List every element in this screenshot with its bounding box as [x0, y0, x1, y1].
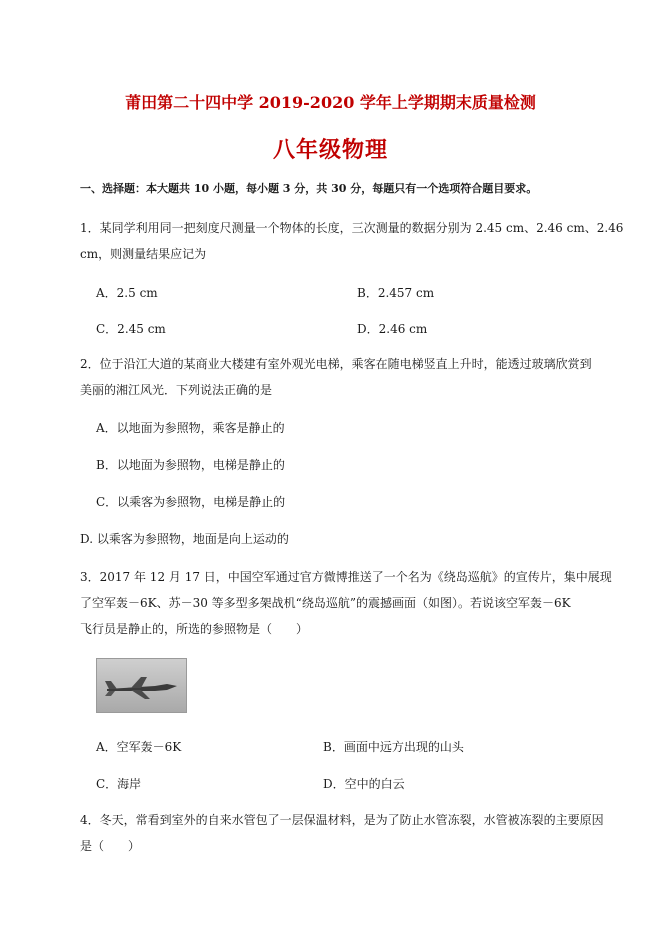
section-heading: 一、选择题：本大题共 10 小题，每小题 3 分，共 30 分，每题只有一个选项符合题目要求。	[80, 182, 538, 195]
question-3-line-2: 了空军轰－6K、苏－30 等多型多架战机“绕岛巡航”的震撼画面（如图）。若说该空军轰－6K	[80, 596, 571, 610]
question-3-option-c: C．海岸	[96, 777, 142, 791]
fighter-jet-image	[96, 658, 187, 713]
question-2-line-2: 美丽的湘江风光．下列说法正确的是	[80, 383, 273, 397]
question-2-line-1: 2．位于沿江大道的某商业大楼建有室外观光电梯，乘客在随电梯竖直上升时，能透过玻璃欣赏到	[80, 357, 592, 371]
subject-title: 八年级物理	[272, 137, 388, 163]
question-1-option-c: C．2.45 cm	[96, 322, 166, 336]
question-1-line-1: 1．某同学利用同一把刻度尺测量一个物体的长度，三次测量的数据分别为 2.45 cm、2.46 cm、2.46	[80, 221, 624, 235]
question-4-line-2: 是（ ）	[80, 839, 141, 853]
question-3-option-d: D．空中的白云	[323, 777, 405, 791]
question-4-line-1: 4．冬天，常看到室外的自来水管包了一层保温材料，是为了防止水管冻裂，水管被冻裂的主要原因	[80, 813, 604, 827]
question-2-option-b: B．以地面为参照物，电梯是静止的	[96, 458, 285, 472]
exam-title: 莆田第二十四中学 2019-2020 学年上学期期末质量检测	[125, 93, 536, 112]
question-2-option-a: A．以地面为参照物，乘客是静止的	[96, 421, 285, 435]
question-1-option-a: A．2.5 cm	[96, 286, 158, 300]
question-1-option-d: D．2.46 cm	[357, 322, 428, 336]
question-3-option-b: B．画面中远方出现的山头	[323, 740, 464, 754]
question-1-option-b: B．2.457 cm	[357, 286, 435, 300]
question-3-line-3: 飞行员是静止的，所选的参照物是（ ）	[80, 622, 309, 636]
question-3-option-a: A．空军轰－6K	[96, 740, 182, 754]
question-1-line-2: cm，则测量结果应记为	[80, 247, 207, 261]
fighter-jet-icon	[97, 659, 186, 712]
question-3-line-1: 3．2017 年 12 月 17 日，中国空军通过官方微博推送了一个名为《绕岛巡航》的宣传片，集中展现	[80, 570, 612, 584]
question-2-option-c: C．以乘客为参照物，电梯是静止的	[96, 495, 286, 509]
question-2-option-d: D. 以乘客为参照物，地面是向上运动的	[80, 532, 289, 546]
